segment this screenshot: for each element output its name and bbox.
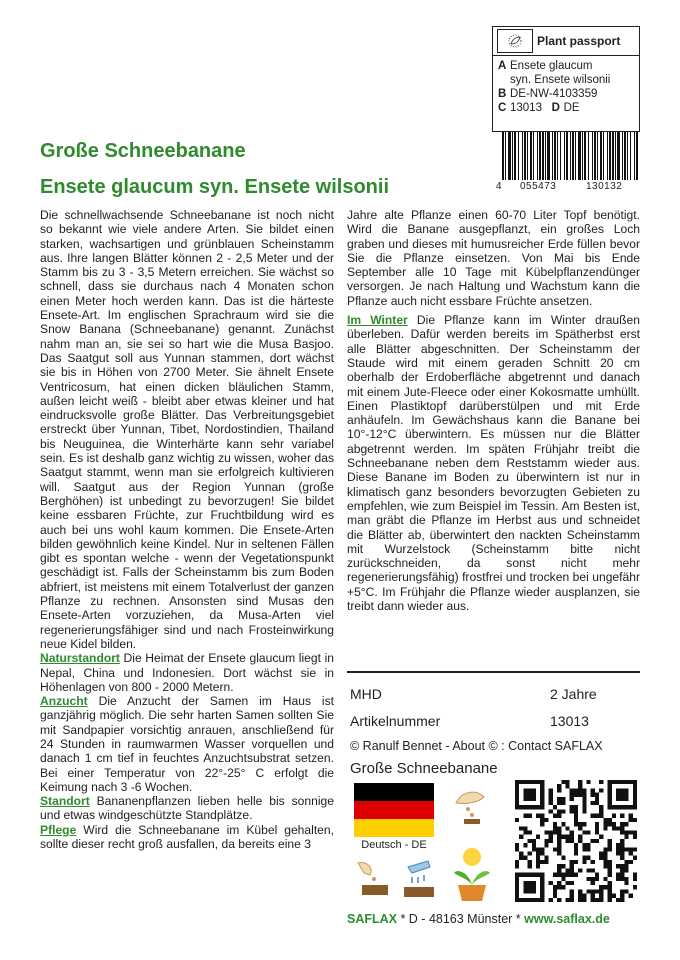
plant-passport <box>492 26 640 132</box>
section-head-standort: Standort <box>40 794 90 809</box>
eu-leaf-icon <box>497 29 533 53</box>
seed-sowing-icon <box>450 783 492 825</box>
section-head-anzucht: Anzucht <box>40 694 88 709</box>
barcode-digits-right: 130132 <box>586 181 623 192</box>
divider <box>347 671 640 673</box>
product-name-bottom: Große Schneebanane <box>350 760 498 777</box>
pflege-continued: Jahre alte Pflanze einen 60-70 Liter Topf benötigt. Wird die Banane ausgepflanzt, ein großes Loch graben und dieses mit humusreicher Erde füllen bevor Sie die Pflanze einsetzen. Von Mai bis Ende September alle 10 Tage mit Kübelpflanzendünger versorgen. Je nach Haltung und Wachstum kann die Pflanze auch nicht essbare Früchte ansetzen. <box>347 208 640 308</box>
seedling-pot-icon <box>446 845 498 903</box>
passport-a-text-2: syn. Ensete wilsonii <box>510 74 611 86</box>
barcode-digit-prefix: 4 <box>496 181 503 192</box>
watering-icon <box>400 857 442 899</box>
qr-code-icon[interactable] <box>515 780 637 902</box>
seed-placing-icon <box>354 857 396 899</box>
passport-a-text: Ensete glaucum <box>510 60 593 72</box>
passport-b-text: DE-NW-4103359 <box>510 88 598 100</box>
passport-d-value: DE <box>563 102 580 114</box>
website-link[interactable]: www.saflax.de <box>524 912 610 926</box>
text-column-right <box>347 208 640 613</box>
barcode <box>502 132 638 180</box>
plant-passport-header <box>493 27 639 56</box>
mhd-label: MHD <box>350 686 382 702</box>
botanical-name: Ensete glaucum syn. Ensete wilsonii <box>40 176 389 198</box>
mhd-value: 2 Jahre <box>550 686 597 702</box>
section-text-im-winter: Die Pflanze kann im Winter draußen überleben. Dafür werden bereits im Spätherbst erst alle Blätter abgeschnitten. Der Scheinstamm der Staude wird mit einem geraden Schnitt 20 cm oberhalb der Erdoberfläche abgetrennt und danach mit einem Jute-Fleece oder einer Kokosmatte umhüllt. Einen Plastiktopf darüberstülpen und mit Erde anhäufeln. Im Gewächshaus kann die Banane bei 10°-12°C überwintern. Es müssen nur die Blätter abgetrennt werden. Im späten Frühjahr treibt die Schneebanane neben dem Reststamm wieder aus. Diese Banane im Boden zu überwintern ist nur in klimatisch ganz besonders bevorzugten Gebieten zu empfehlen, wie zum Beispiel im Tessin. Am Besten ist, man gräbt die Pflanze im Herbst aus und schneidet die Blätter ab, überwintert den nackten Scheinstamm mit Wurzelstock (Scheinstamm bitte nicht zurückschneiden, da sonst nicht mehr regenerierungsfähig) frostfrei und trocken bei ungefähr +5°C. Im Frühjahr die Pflanze wieder ausplanzen, sie treibt dann wieder aus. <box>347 313 640 614</box>
section-head-im-winter: Im Winter <box>347 313 408 328</box>
product-title: Große Schneebanane <box>40 140 246 162</box>
article-number-value: 13013 <box>550 713 589 729</box>
article-number-label: Artikelnummer <box>350 713 441 729</box>
section-text-pflege: Wird die Schneebanane im Kübel gehalten, sollte dieser recht groß ausfallen, da bereits eine 3 <box>40 822 334 852</box>
text-column-left <box>40 208 334 851</box>
language-label: Deutsch - DE <box>361 839 427 851</box>
address: * D - 48163 Münster * <box>397 912 525 926</box>
passport-letter-c: C <box>498 102 507 114</box>
passport-letter-a: A <box>498 60 507 72</box>
photo-credits: © Ranulf Bennet - About © : Contact SAFLAX <box>350 739 603 753</box>
passport-c-value: 13013 <box>510 102 542 114</box>
section-head-naturstandort: Naturstandort <box>40 651 120 666</box>
barcode-digits-left: 055473 <box>520 181 557 192</box>
language-flag <box>354 783 434 851</box>
plant-passport-title: Plant passport <box>537 34 621 48</box>
section-head-pflege: Pflege <box>40 822 77 837</box>
german-flag-icon <box>354 783 434 837</box>
section-text-anzucht: Die Anzucht der Samen im Haus ist ganzjährig möglich. Die sehr harten Samen sollten Sie mit Sandpapier vorsichtig anrauen, anschließend für 24 Stunden in raumwarmen Wasser vorquellen und danach 1 cm tief in feuchtes Anzuchtsubstrat setzen. Bei einer Temperatur von 22°-25° C erfolgt die Keimung nach 3 -6 Wochen. <box>40 694 334 794</box>
section-text-naturstandort: Die Heimat der Ensete glaucum liegt in Nepal, China und Indonesien. Dort wächst sie in Höhenlagen von 800 - 2000 Metern. <box>40 651 334 694</box>
passport-letter-b: B <box>498 88 507 100</box>
footer <box>347 912 610 926</box>
brand-name: SAFLAX <box>347 912 397 926</box>
description-paragraph: Die schnellwachsende Schneebanane ist noch nicht so bekannt wie viele andere Arten. Sie bildet einen starken, wachsartigen und grünblauen Scheinstamm aus. Ihre langen Blätter können 2 - 2,5 Meter und der Stamm bis zu 3 - 3,5 Metern erreichen. Sie wächst so schnell, dass sie durchaus nach 4 Monaten schon einen Meter hoch werden kann. Das ist die härteste Ensete-Art. Im englischen Sprachraum wird sie die Snow Banana (Schneebanane) genannt. Zunächst nahm man an, sie sei so hart wie die Musa Basjoo. Das Saatgut soll aus Yunnan stammen, dort wächst sie bis in Höhen von 2700 Meter. Sie ähnelt Ensete Ventricosum, hat einen dicken bläulichen Stamm, außen leicht weiß - bleibt aber etwas kleiner und hat eindrucksvolle große Blätter. Das Verbreitungsgebiet erstreckt über Yunnan, Tibet, Nordostindien, Thailand bis Neuguinea, die Winterhärte kann sehr variabel sein. Es ist deshalb ganz wichtig zu wissen, woher das Saatgut stammt, wenn man sie erfolgreich kultivieren will. Saatgut aus der Region Yunnan (große Berghöhen) ist unbedingt zu bevorzugen! Sie bildet keine essbaren Früchte, zur Fruchtbildung wird es auch bei uns wohl kaum kommen. Die Ensete-Arten bilden gewöhnlich keine Kindel. Nur in seltenen Fällen gibt es spontan welche - wenn der Vegetationspunkt geschädigt ist. Falls der Scheinstamm bis zum Boden abfriert, ist meistens mit einem Totalverlust der ganzen Pflanze zu rechnen. Ansonsten sind Musas den Ensete-Arten vorzuziehen, da Musa-Arten viel regenerierungsfähiger sind und nach Frosteinwirkung neue Kidel bilden. <box>40 208 334 651</box>
section-text-standort: Bananenpflanzen lieben helle bis sonnige und etwas windgeschützte Standplätze. <box>40 794 334 823</box>
passport-letter-d: D <box>551 102 560 114</box>
